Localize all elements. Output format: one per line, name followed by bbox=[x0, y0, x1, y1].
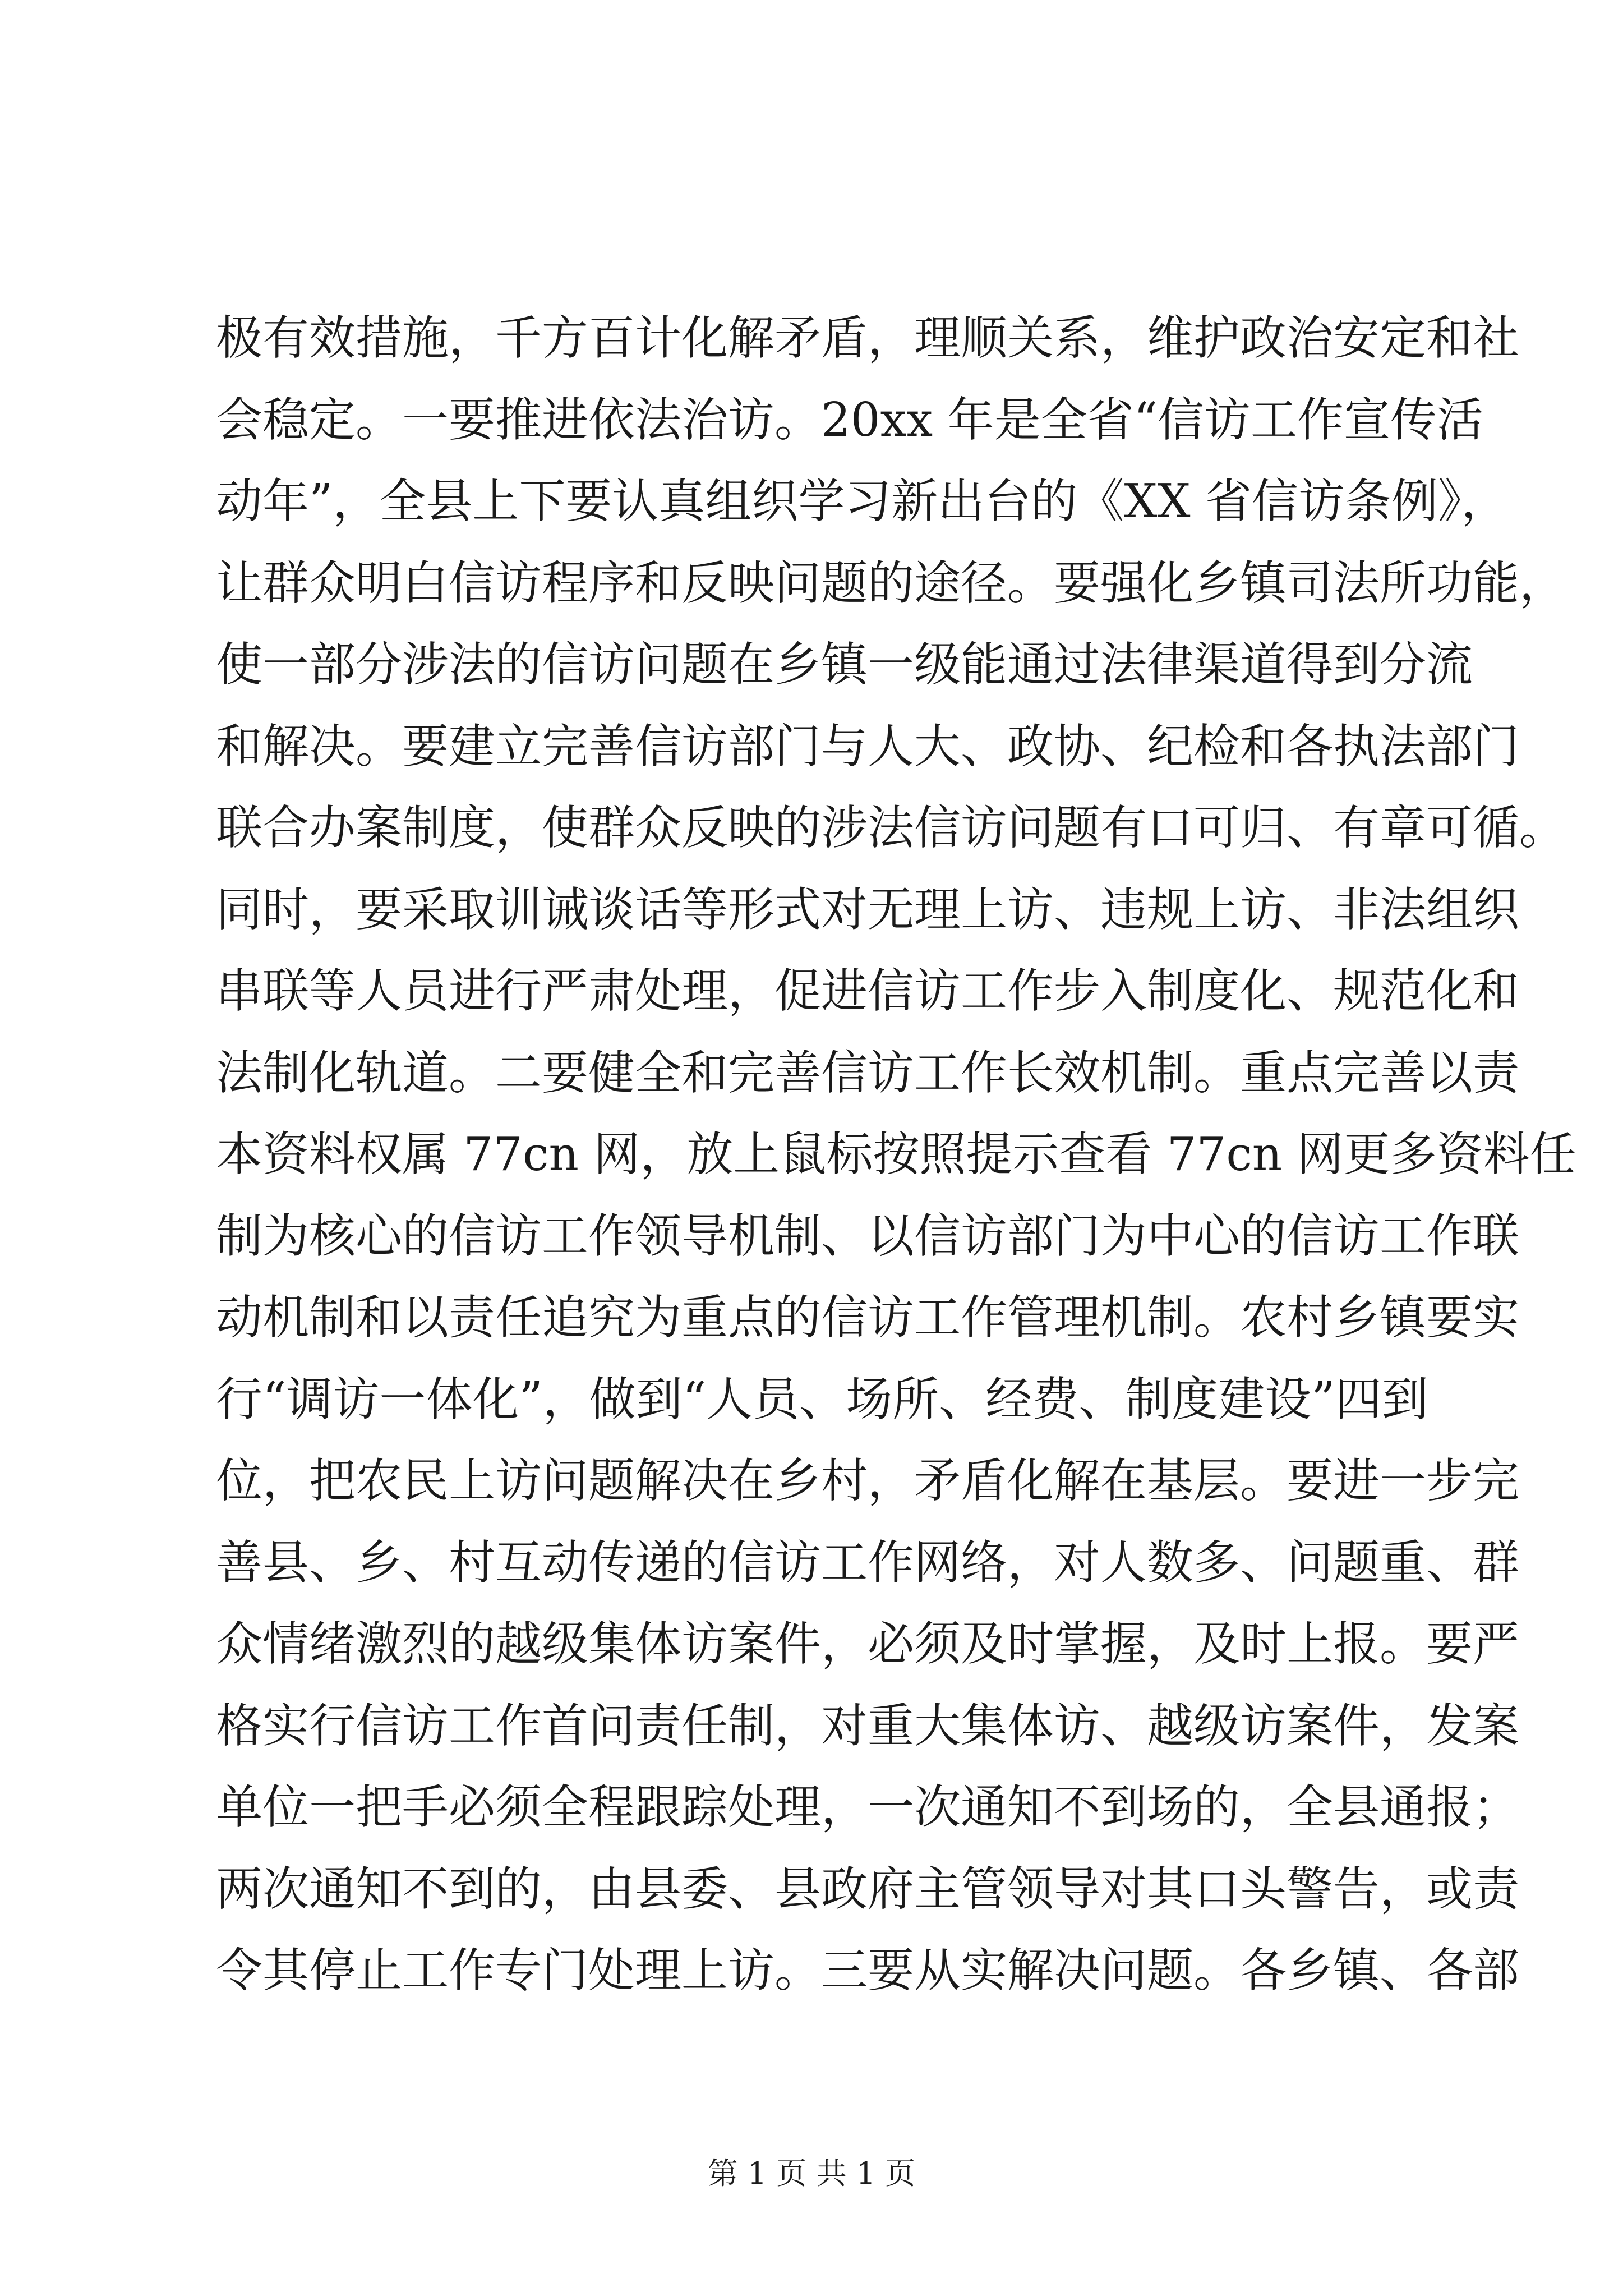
text-line: 令其停止工作专门处理上访。三要从实解决问题。各乡镇、各部 bbox=[216, 1943, 1519, 1998]
text-line: 单位一把手必须全程跟踪处理，一次通知不到场的，全县通报； bbox=[216, 1780, 1519, 1834]
text-line: 制为核心的信访工作领导机制、以信访部门为中心的信访工作联 bbox=[216, 1208, 1519, 1263]
text-line: 众情绪激烈的越级集体访案件，必须及时掌握，及时上报。要严 bbox=[216, 1617, 1519, 1671]
text-line: 动机制和以责任追究为重点的信访工作管理机制。农村乡镇要实 bbox=[216, 1290, 1519, 1345]
text-line: 本资料权属 77cn 网，放上鼠标按照提示查看 77cn 网更多资料任 bbox=[216, 1127, 1576, 1181]
text-line: 让群众明白信访程序和反映问题的途径。要强化乡镇司法所功能， bbox=[216, 555, 1566, 610]
text-line: 位，把农民上访问题解决在乡村，矛盾化解在基层。要进一步完 bbox=[216, 1453, 1519, 1508]
text-line: 极有效措施，千方百计化解矛盾，理顺关系，维护政治安定和社 bbox=[216, 311, 1519, 365]
page-number-label: 第 1 页 共 1 页 bbox=[707, 2156, 916, 2191]
text-line: 串联等人员进行严肃处理，促进信访工作步入制度化、规范化和 bbox=[216, 964, 1519, 1018]
text-line: 动年”，全县上下要认真组织学习新出台的《XX 省信访条例》， bbox=[216, 474, 1508, 528]
text-line: 善县、乡、村互动传递的信访工作网络，对人数多、问题重、群 bbox=[216, 1535, 1519, 1590]
text-line: 格实行信访工作首问责任制，对重大集体访、越级访案件，发案 bbox=[216, 1698, 1519, 1753]
text-line: 法制化轨道。二要健全和完善信访工作长效机制。重点完善以责 bbox=[216, 1045, 1519, 1100]
text-line: 同时，要采取训诫谈话等形式对无理上访、违规上访、非法组织 bbox=[216, 882, 1519, 937]
body-text bbox=[216, 297, 1576, 2012]
text-line: 联合办案制度，使群众反映的涉法信访问题有口可归、有章可循。 bbox=[216, 800, 1566, 855]
text-line: 两次通知不到的，由县委、县政府主管领导对其口头警告，或责 bbox=[216, 1861, 1519, 1916]
text-line: 会稳定。一要推进依法治访。20xx 年是全省“信访工作宣传活 bbox=[216, 392, 1484, 447]
page-footer bbox=[0, 2154, 1623, 2193]
text-line: 行“调访一体化”，做到“人员、场所、经费、制度建设”四到 bbox=[216, 1372, 1428, 1427]
text-line: 和解决。要建立完善信访部门与人大、政协、纪检和各执法部门 bbox=[216, 719, 1519, 774]
text-line: 使一部分涉法的信访问题在乡镇一级能通过法律渠道得到分流 bbox=[216, 637, 1473, 692]
